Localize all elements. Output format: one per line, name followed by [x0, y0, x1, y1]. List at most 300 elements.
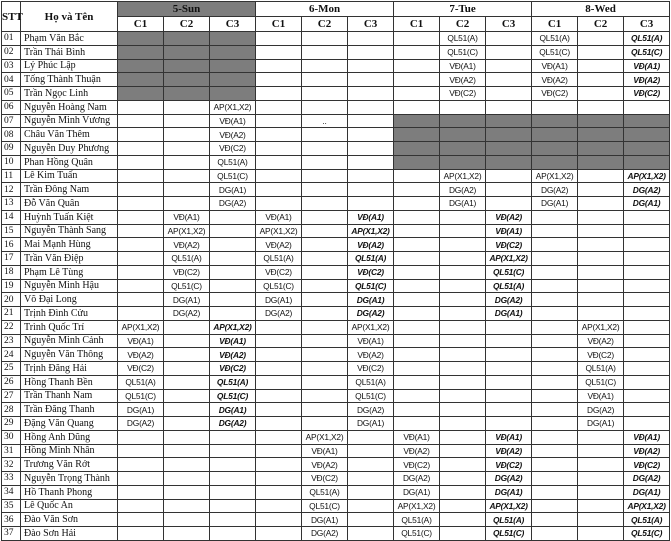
table-row: [2, 527, 670, 541]
schedule-cell: [164, 142, 210, 156]
schedule-cell: [302, 403, 348, 417]
schedule-cell: [486, 169, 532, 183]
schedule-cell: [118, 485, 164, 499]
schedule-cell: [486, 389, 532, 403]
schedule-cell: [256, 100, 302, 114]
schedule-cell: [578, 238, 624, 252]
shift-header: C3: [210, 17, 256, 32]
schedule-cell: [256, 45, 302, 59]
schedule-cell: [440, 375, 486, 389]
student-name: Đỗ Văn Quân: [21, 197, 118, 211]
table-row: [2, 499, 670, 513]
name-header: Họ và Tên: [21, 2, 118, 32]
schedule-cell: [256, 59, 302, 73]
schedule-cell: VĐ(A1): [302, 444, 348, 458]
schedule-cell: DG(A1): [394, 485, 440, 499]
schedule-cell: [210, 430, 256, 444]
shaded-cell: [118, 87, 164, 101]
schedule-cell: [440, 362, 486, 376]
row-number: 23: [2, 334, 21, 348]
schedule-cell: DG(A1): [578, 417, 624, 431]
schedule-cell: [532, 210, 578, 224]
schedule-cell: VĐ(A1): [210, 114, 256, 128]
schedule-cell: [256, 348, 302, 362]
row-number: 25: [2, 362, 21, 376]
schedule-cell: QL51(A): [118, 375, 164, 389]
shaded-cell: [164, 87, 210, 101]
schedule-cell: QL51(C): [486, 265, 532, 279]
schedule-cell: DG(A2): [164, 307, 210, 321]
schedule-cell: AP(X1,X2): [302, 430, 348, 444]
student-name: Hồng Thanh Bền: [21, 375, 118, 389]
row-number: 29: [2, 417, 21, 431]
schedule-cell: [532, 472, 578, 486]
table-row: [2, 472, 670, 486]
schedule-cell: DG(A1): [624, 197, 670, 211]
schedule-cell: [164, 183, 210, 197]
schedule-cell: [118, 252, 164, 266]
day-header-sun: 5-Sun: [118, 2, 256, 17]
table-row: [2, 458, 670, 472]
schedule-cell: [532, 403, 578, 417]
schedule-cell: [578, 472, 624, 486]
day-header-mon: 6-Mon: [256, 2, 394, 17]
schedule-cell: VĐ(A1): [118, 334, 164, 348]
schedule-cell: [440, 458, 486, 472]
shift-header: C3: [486, 17, 532, 32]
row-number: 35: [2, 499, 21, 513]
schedule-cell: DG(A1): [302, 513, 348, 527]
schedule-cell: [302, 375, 348, 389]
schedule-cell: [210, 485, 256, 499]
schedule-cell: [440, 334, 486, 348]
schedule-cell: QL51(C): [348, 279, 394, 293]
schedule-cell: QL51(C): [302, 499, 348, 513]
schedule-cell: [302, 265, 348, 279]
schedule-cell: [578, 197, 624, 211]
schedule-cell: DG(A1): [440, 197, 486, 211]
table-row: [2, 307, 670, 321]
schedule-cell: VĐ(C2): [256, 265, 302, 279]
schedule-cell: VĐ(A2): [256, 238, 302, 252]
student-name: Nguyễn Minh Vương: [21, 114, 118, 128]
schedule-cell: [440, 320, 486, 334]
schedule-cell: [394, 197, 440, 211]
schedule-cell: [394, 307, 440, 321]
student-name: Tống Thành Thuận: [21, 73, 118, 87]
schedule-cell: [302, 32, 348, 46]
shaded-cell: [210, 45, 256, 59]
schedule-cell: [532, 307, 578, 321]
schedule-cell: [624, 348, 670, 362]
table-row: [2, 155, 670, 169]
shift-header: C3: [624, 17, 670, 32]
schedule-cell: [164, 128, 210, 142]
shaded-cell: [532, 128, 578, 142]
schedule-cell: [256, 362, 302, 376]
schedule-cell: QL51(C): [440, 45, 486, 59]
schedule-cell: [532, 320, 578, 334]
schedule-cell: VĐ(A2): [164, 238, 210, 252]
shift-header: C1: [532, 17, 578, 32]
schedule-cell: [164, 485, 210, 499]
student-name: Lê Quốc An: [21, 499, 118, 513]
schedule-cell: QL51(C): [578, 375, 624, 389]
schedule-cell: [578, 224, 624, 238]
schedule-cell: VĐ(A2): [486, 210, 532, 224]
shaded-cell: [440, 142, 486, 156]
schedule-cell: [164, 348, 210, 362]
schedule-cell: DG(A1): [348, 293, 394, 307]
schedule-cell: [394, 375, 440, 389]
schedule-cell: [486, 197, 532, 211]
schedule-cell: [210, 472, 256, 486]
table-row: [2, 87, 670, 101]
table-row: [2, 32, 670, 46]
schedule-cell: VĐ(A1): [394, 430, 440, 444]
shaded-cell: [486, 155, 532, 169]
schedule-cell: [394, 73, 440, 87]
schedule-cell: DG(A2): [624, 472, 670, 486]
schedule-cell: [302, 183, 348, 197]
schedule-cell: [164, 417, 210, 431]
schedule-cell: [394, 87, 440, 101]
table-row: [2, 403, 670, 417]
schedule-cell: QL51(C): [210, 389, 256, 403]
schedule-cell: QL51(A): [348, 375, 394, 389]
schedule-cell: [394, 348, 440, 362]
schedule-cell: QL51(A): [210, 375, 256, 389]
schedule-cell: QL51(C): [210, 169, 256, 183]
schedule-cell: QL51(A): [302, 485, 348, 499]
schedule-cell: [440, 485, 486, 499]
schedule-cell: [348, 527, 394, 541]
table-row: [2, 100, 670, 114]
schedule-cell: [118, 197, 164, 211]
schedule-cell: QL51(A): [486, 513, 532, 527]
schedule-cell: [118, 100, 164, 114]
schedule-cell: [394, 238, 440, 252]
row-number: 34: [2, 485, 21, 499]
schedule-cell: VĐ(A1): [624, 430, 670, 444]
schedule-cell: [118, 279, 164, 293]
schedule-cell: VĐ(C2): [624, 87, 670, 101]
schedule-cell: [256, 334, 302, 348]
row-number: 24: [2, 348, 21, 362]
schedule-cell: DG(A1): [348, 417, 394, 431]
schedule-cell: [348, 142, 394, 156]
row-number: 22: [2, 320, 21, 334]
schedule-cell: [256, 513, 302, 527]
row-number: 07: [2, 114, 21, 128]
schedule-cell: VĐ(A2): [118, 348, 164, 362]
student-name: Trịnh Đình Cửu: [21, 307, 118, 321]
schedule-cell: QL51(C): [532, 45, 578, 59]
schedule-cell: [348, 169, 394, 183]
schedule-cell: [302, 348, 348, 362]
schedule-cell: [118, 293, 164, 307]
schedule-cell: [578, 45, 624, 59]
schedule-cell: [256, 444, 302, 458]
schedule-cell: [440, 499, 486, 513]
schedule-cell: [578, 527, 624, 541]
shaded-cell: [164, 73, 210, 87]
schedule-cell: [532, 430, 578, 444]
schedule-cell: [532, 389, 578, 403]
schedule-cell: VĐ(A2): [440, 73, 486, 87]
schedule-cell: [440, 417, 486, 431]
schedule-cell: [302, 142, 348, 156]
schedule-cell: [348, 472, 394, 486]
schedule-cell: [532, 417, 578, 431]
schedule-cell: [256, 114, 302, 128]
shaded-cell: [210, 87, 256, 101]
schedule-cell: VĐ(A1): [348, 210, 394, 224]
schedule-cell: VĐ(A2): [578, 334, 624, 348]
table-row: [2, 169, 670, 183]
schedule-cell: QL51(A): [624, 32, 670, 46]
schedule-cell: [486, 403, 532, 417]
schedule-cell: AP(X1,X2): [118, 320, 164, 334]
schedule-cell: VĐ(A1): [486, 224, 532, 238]
schedule-cell: [118, 155, 164, 169]
schedule-cell: [256, 142, 302, 156]
schedule-cell: QL51(A): [440, 32, 486, 46]
schedule-cell: [302, 307, 348, 321]
schedule-cell: [486, 334, 532, 348]
schedule-cell: DG(A1): [118, 403, 164, 417]
schedule-cell: [164, 320, 210, 334]
shaded-cell: [118, 45, 164, 59]
schedule-cell: VĐ(A2): [532, 73, 578, 87]
schedule-cell: [532, 238, 578, 252]
row-number: 36: [2, 513, 21, 527]
schedule-cell: [164, 155, 210, 169]
schedule-cell: DG(A1): [624, 485, 670, 499]
schedule-cell: [210, 444, 256, 458]
schedule-cell: [532, 513, 578, 527]
schedule-cell: [256, 32, 302, 46]
schedule-cell: VĐ(C2): [348, 362, 394, 376]
schedule-cell: [394, 210, 440, 224]
schedule-cell: [578, 279, 624, 293]
shaded-cell: [624, 155, 670, 169]
schedule-cell: [118, 499, 164, 513]
schedule-cell: [578, 73, 624, 87]
schedule-cell: [256, 73, 302, 87]
schedule-cell: [578, 32, 624, 46]
schedule-cell: [440, 210, 486, 224]
schedule-cell: DG(A1): [164, 293, 210, 307]
schedule-cell: [302, 100, 348, 114]
shaded-cell: [164, 32, 210, 46]
schedule-cell: QL51(A): [210, 155, 256, 169]
schedule-cell: VĐ(A1): [486, 430, 532, 444]
schedule-cell: [256, 417, 302, 431]
schedule-cell: [532, 265, 578, 279]
schedule-cell: [210, 499, 256, 513]
schedule-cell: [394, 183, 440, 197]
schedule-cell: DG(A1): [486, 485, 532, 499]
schedule-cell: AP(X1,X2): [210, 320, 256, 334]
schedule-cell: [302, 169, 348, 183]
schedule-cell: QL51(A): [256, 252, 302, 266]
schedule-cell: [348, 128, 394, 142]
student-name: Đào Văn Sơn: [21, 513, 118, 527]
schedule-cell: [256, 128, 302, 142]
student-name: Trình Quốc Trí: [21, 320, 118, 334]
shaded-cell: [210, 32, 256, 46]
schedule-cell: [486, 183, 532, 197]
row-number: 05: [2, 87, 21, 101]
table-row: [2, 513, 670, 527]
schedule-cell: [302, 73, 348, 87]
table-row: [2, 252, 670, 266]
table-row: [2, 238, 670, 252]
schedule-cell: [210, 307, 256, 321]
schedule-cell: DG(A2): [348, 403, 394, 417]
schedule-cell: [256, 485, 302, 499]
schedule-cell: [210, 279, 256, 293]
schedule-cell: [440, 444, 486, 458]
schedule-cell: [164, 100, 210, 114]
schedule-cell: [394, 100, 440, 114]
schedule-cell: [164, 114, 210, 128]
schedule-cell: QL51(A): [486, 279, 532, 293]
table-row: [2, 142, 670, 156]
row-number: 33: [2, 472, 21, 486]
schedule-cell: AP(X1,X2): [486, 499, 532, 513]
schedule-cell: VĐ(C2): [440, 87, 486, 101]
schedule-cell: [302, 320, 348, 334]
schedule-cell: [164, 499, 210, 513]
schedule-cell: [624, 389, 670, 403]
schedule-cell: AP(X1,X2): [624, 169, 670, 183]
schedule-cell: DG(A2): [394, 472, 440, 486]
shift-header: C2: [578, 17, 624, 32]
table-row: [2, 279, 670, 293]
shaded-cell: [486, 142, 532, 156]
schedule-cell: [394, 59, 440, 73]
row-number: 14: [2, 210, 21, 224]
schedule-cell: [256, 430, 302, 444]
row-number: 10: [2, 155, 21, 169]
schedule-cell: [210, 513, 256, 527]
schedule-cell: [164, 362, 210, 376]
schedule-cell: [394, 293, 440, 307]
schedule-cell: DG(A2): [256, 307, 302, 321]
schedule-cell: [578, 87, 624, 101]
row-number: 20: [2, 293, 21, 307]
header-row-days: [2, 2, 670, 17]
schedule-cell: [348, 32, 394, 46]
table-row: [2, 334, 670, 348]
student-name: Phạm Văn Bắc: [21, 32, 118, 46]
row-number: 18: [2, 265, 21, 279]
schedule-cell: [118, 224, 164, 238]
schedule-cell: QL51(A): [164, 252, 210, 266]
schedule-cell: [118, 114, 164, 128]
row-number: 21: [2, 307, 21, 321]
schedule-cell: [118, 238, 164, 252]
schedule-cell: [164, 334, 210, 348]
schedule-cell: QL51(C): [624, 527, 670, 541]
schedule-cell: [302, 334, 348, 348]
schedule-cell: [624, 320, 670, 334]
row-number: 12: [2, 183, 21, 197]
schedule-cell: [624, 252, 670, 266]
schedule-cell: [302, 224, 348, 238]
table-row: [2, 389, 670, 403]
table-row: [2, 183, 670, 197]
schedule-cell: [394, 417, 440, 431]
schedule-cell: [624, 279, 670, 293]
schedule-cell: DG(A1): [486, 307, 532, 321]
schedule-cell: [348, 513, 394, 527]
shaded-cell: [118, 73, 164, 87]
schedule-cell: [118, 527, 164, 541]
student-name: Hồng Minh Nhân: [21, 444, 118, 458]
schedule-cell: VĐ(C2): [486, 458, 532, 472]
schedule-cell: DG(A1): [256, 293, 302, 307]
student-name: Nguyễn Hoàng Nam: [21, 100, 118, 114]
schedule-cell: VĐ(A2): [302, 458, 348, 472]
schedule-cell: VĐ(C2): [118, 362, 164, 376]
row-number: 15: [2, 224, 21, 238]
schedule-cell: [164, 403, 210, 417]
schedule-body: [2, 32, 670, 541]
table-row: [2, 197, 670, 211]
schedule-cell: DG(A1): [532, 197, 578, 211]
schedule-cell: QL51(C): [486, 527, 532, 541]
schedule-cell: QL51(C): [118, 389, 164, 403]
student-name: Lê Kim Tuấn: [21, 169, 118, 183]
schedule-cell: DG(A2): [210, 197, 256, 211]
schedule-cell: [624, 307, 670, 321]
schedule-cell: [624, 417, 670, 431]
table-row: [2, 430, 670, 444]
schedule-cell: [256, 169, 302, 183]
schedule-cell: [302, 389, 348, 403]
table-row: [2, 210, 670, 224]
schedule-cell: [256, 320, 302, 334]
schedule-cell: [440, 224, 486, 238]
shaded-cell: [164, 59, 210, 73]
row-number: 04: [2, 73, 21, 87]
student-name: Võ Đại Long: [21, 293, 118, 307]
student-name: Trần Đăng Thanh: [21, 403, 118, 417]
schedule-cell: [348, 430, 394, 444]
schedule-cell: [578, 293, 624, 307]
schedule-cell: [256, 472, 302, 486]
schedule-cell: VĐ(C2): [486, 238, 532, 252]
schedule-cell: [302, 238, 348, 252]
schedule-cell: [394, 320, 440, 334]
schedule-cell: [118, 128, 164, 142]
shaded-cell: [624, 114, 670, 128]
table-row: [2, 444, 670, 458]
schedule-cell: AP(X1,X2): [348, 224, 394, 238]
schedule-cell: [302, 252, 348, 266]
shaded-cell: [532, 142, 578, 156]
schedule-cell: QL51(A): [624, 513, 670, 527]
schedule-cell: [302, 210, 348, 224]
schedule-cell: [394, 224, 440, 238]
schedule-cell: [302, 128, 348, 142]
schedule-cell: QL51(C): [256, 279, 302, 293]
student-name: Phạm Lê Tùng: [21, 265, 118, 279]
schedule-cell: [394, 403, 440, 417]
